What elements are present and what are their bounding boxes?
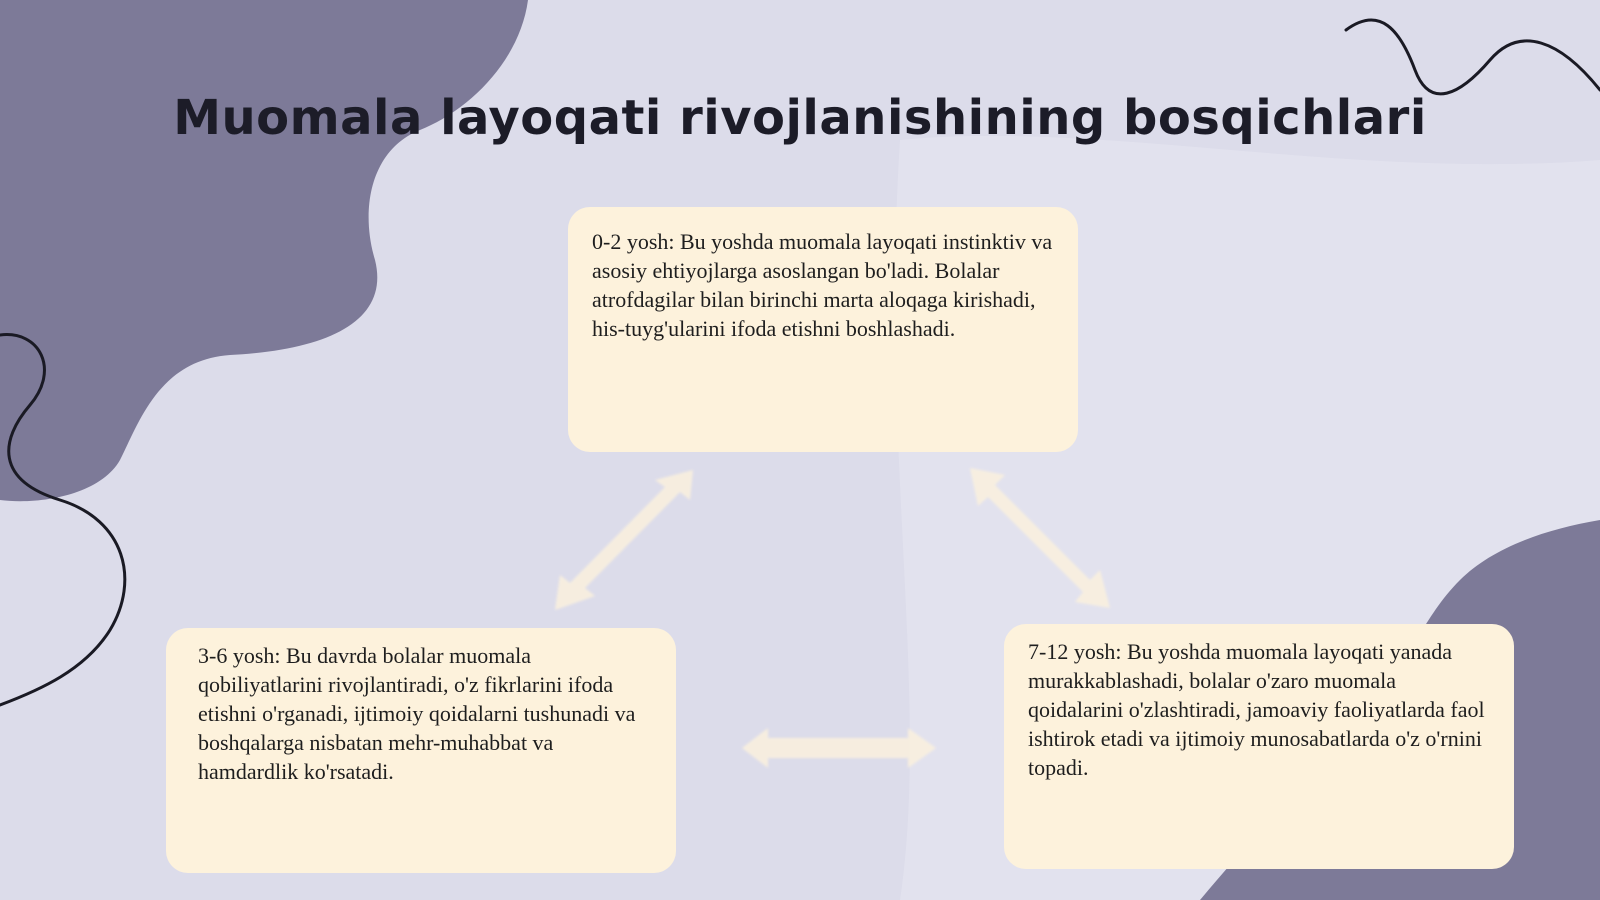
top-right-squiggle — [1346, 20, 1600, 94]
page-title: Muomala layoqati rivojlanishining bosqichlari — [173, 90, 1427, 147]
stage-text: 0-2 yosh: Bu yoshda muomala layoqati instinktiv va asosiy ehtiyojlarga asoslangan bo'ladi. Bolalar atrofdagilar bilan birinchi marta aloqaga kirishadi, his-tuyg'ularini ifoda etishni boshlashadi. — [592, 229, 1053, 341]
stage-card-7-12 — [1004, 624, 1514, 869]
stage-card-0-2 — [568, 207, 1078, 452]
stage-text: 3-6 yosh: Bu davrda bolalar muomala qobiliyatlarini rivojlantiradi, o'z fikrlarini ifoda etishni o'rganadi, ijtimoiy qoidalarni tushunadi va boshqalarga nisbatan mehr-muhabbat va hamdardlik ko'rsatadi. — [198, 643, 636, 784]
stage-card-3-6 — [166, 628, 676, 873]
top-left-blob — [0, 0, 528, 501]
stage-text: 7-12 yosh: Bu yoshda muomala layoqati yanada murakkablashadi, bolalar o'zaro muomala qoidalarini o'zlashtiradi, jamoaviy faoliyatlarda faol ishtirok etadi va ijtimoiy munosabatlarda o'z o'rnini topadi. — [1028, 639, 1485, 780]
